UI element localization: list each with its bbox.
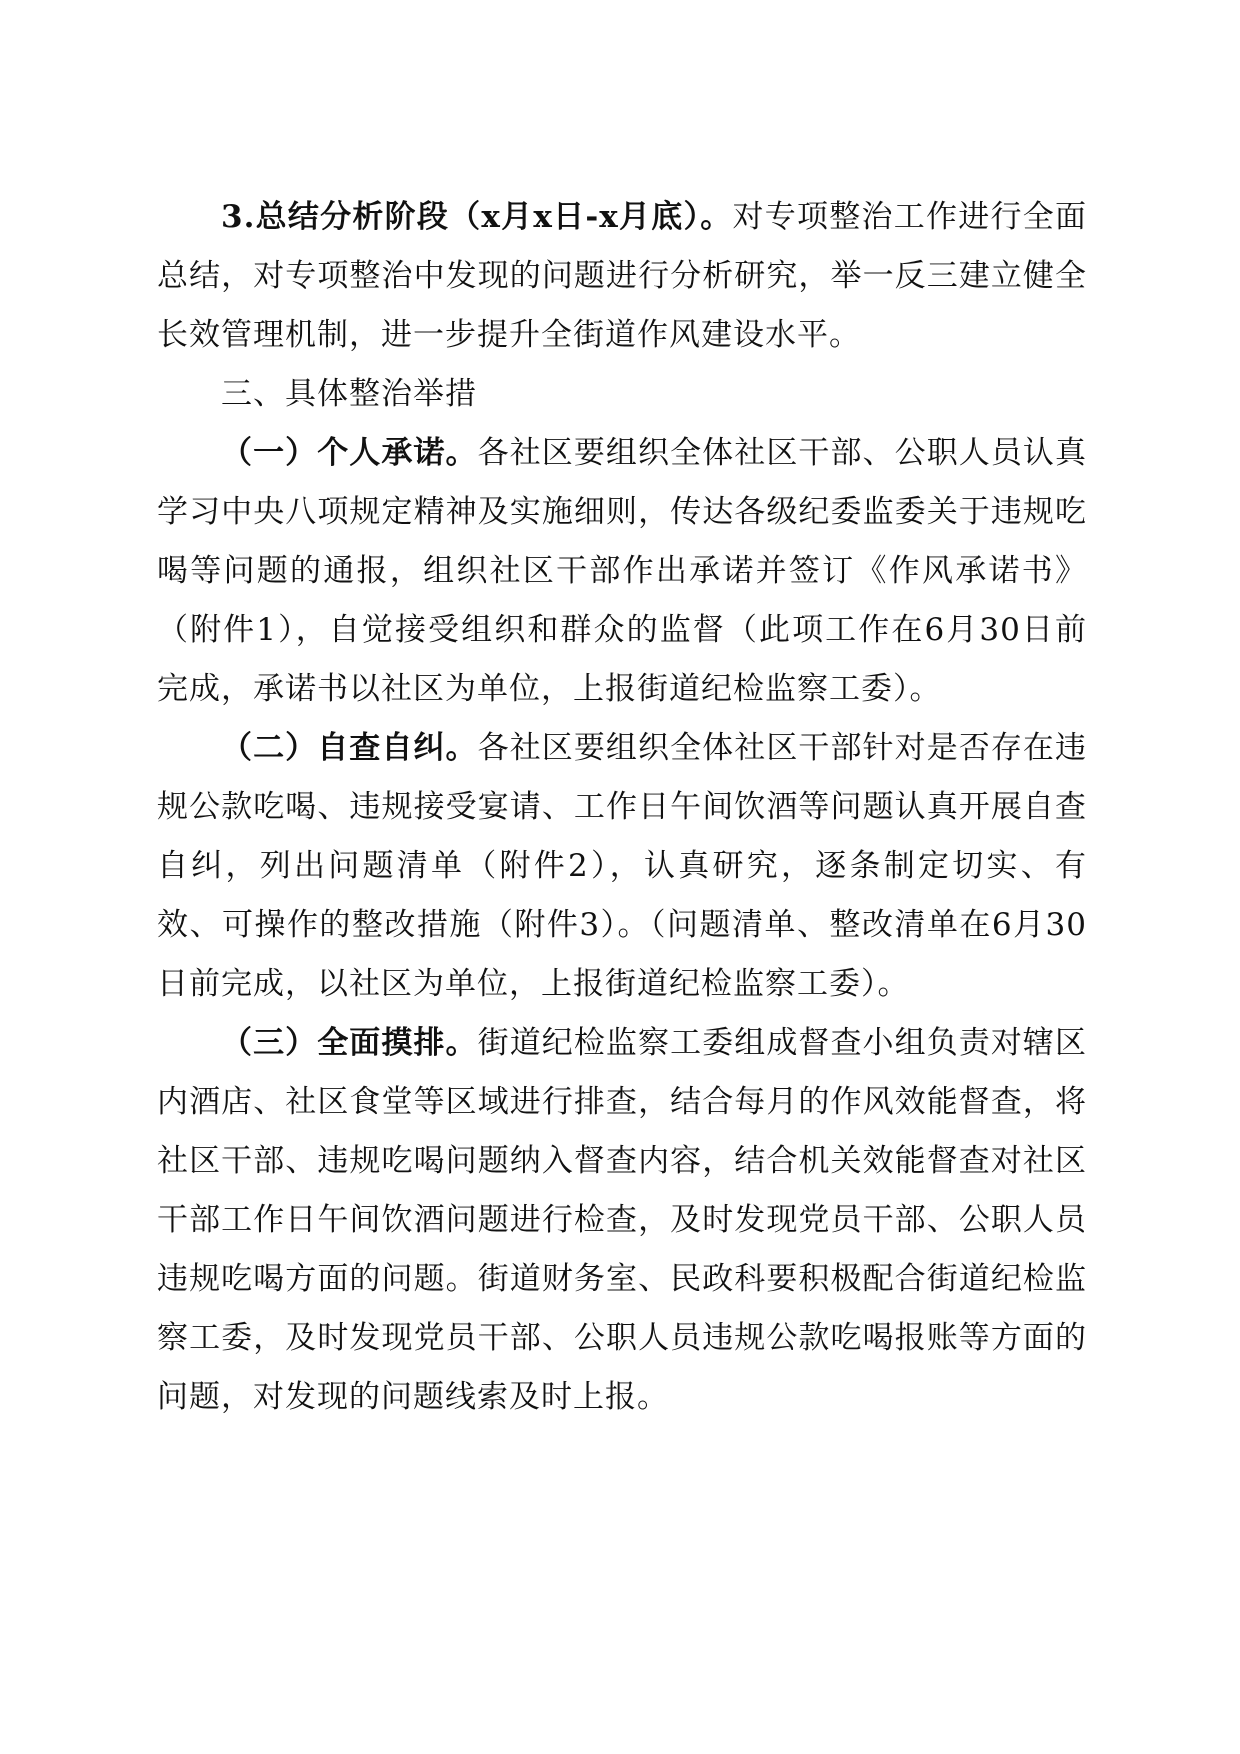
paragraph-text: 对专项整治工作进行全面总结，对专项整治中发现的问题进行分析研究，举一反三建立健全长效管理机制，进一步提升全街道作风建设水平。 xyxy=(157,199,1087,353)
paragraph-self-inspection xyxy=(157,719,1087,1014)
paragraph-personal-commitment xyxy=(157,424,1087,719)
document-body xyxy=(157,188,1087,1427)
paragraph-lead: （三）全面摸排。 xyxy=(221,1025,478,1061)
paragraph-text: 各社区要组织全体社区干部、公职人员认真学习中央八项规定精神及实施细则，传达各级纪委监委关于违规吃喝等问题的通报，组织社区干部作出承诺并签订《作风承诺书》（附件1），自觉接受组织和群众的监督（此项工作在6月30日前完成，承诺书以社区为单位，上报街道纪检监察工委）。 xyxy=(157,435,1088,707)
paragraph-lead: （二）自查自纠。 xyxy=(221,730,478,766)
section-heading: 三、具体整治举措 xyxy=(221,376,477,412)
paragraph-text: 各社区要组织全体社区干部针对是否存在违规公款吃喝、违规接受宴请、工作日午间饮酒等问题认真开展自查自纠，列出问题清单（附件2），认真研究，逐条制定切实、有效、可操作的整改措施（附件3）。（问题清单、整改清单在6月30日前完成，以社区为单位，上报街道纪检监察工委）。 xyxy=(157,730,1088,1002)
paragraph-summary-stage xyxy=(157,188,1087,365)
paragraph-lead: 3.总结分析阶段（x月x日-x月底）。 xyxy=(221,199,733,235)
paragraph-text: 街道纪检监察工委组成督查小组负责对辖区内酒店、社区食堂等区域进行排查，结合每月的作风效能督查，将社区干部、违规吃喝问题纳入督查内容，结合机关效能督查对社区干部工作日午间饮酒问题进行检查，及时发现党员干部、公职人员违规吃喝方面的问题。街道财务室、民政科要积极配合街道纪检监察工委，及时发现党员干部、公职人员违规公款吃喝报账等方面的问题，对发现的问题线索及时上报。 xyxy=(157,1025,1088,1415)
paragraph-lead: （一）个人承诺。 xyxy=(221,435,478,471)
paragraph-full-investigation xyxy=(157,1014,1087,1427)
